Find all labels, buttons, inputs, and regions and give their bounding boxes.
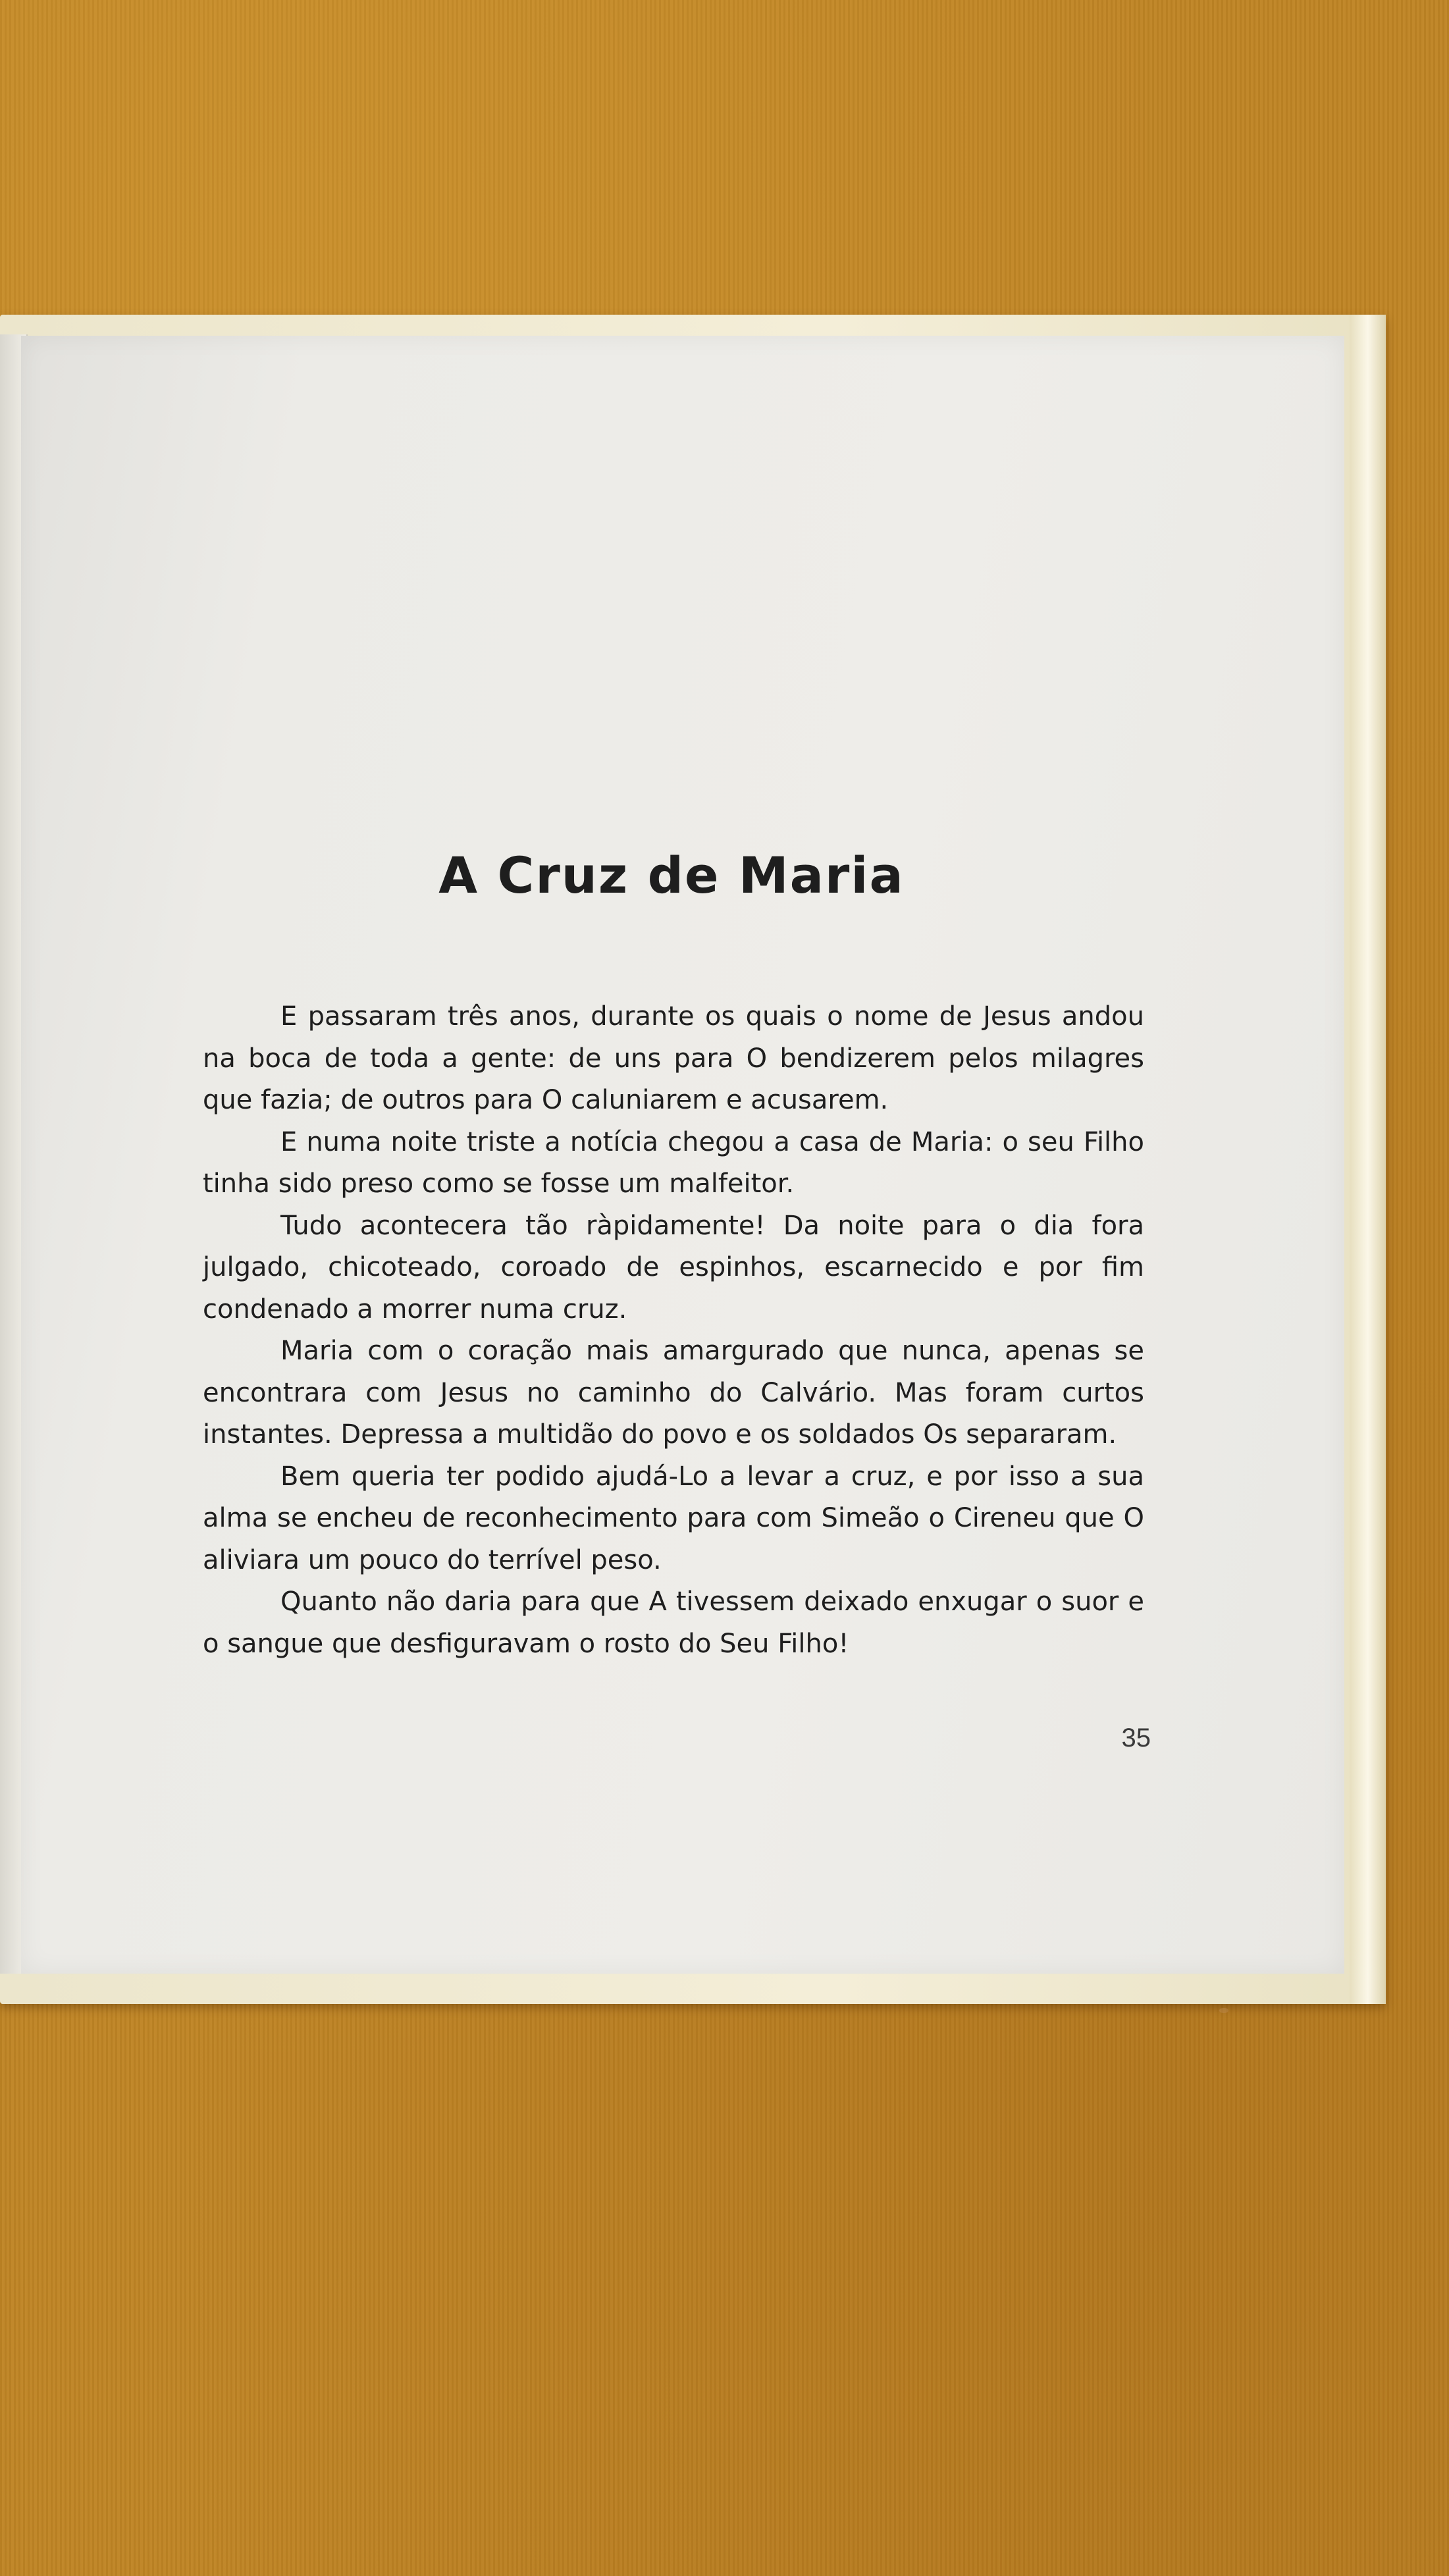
chapter-title: A Cruz de Maria — [438, 846, 905, 905]
paragraph: Tudo acontecera tão ràpidamente! Da noite para o dia fora julgado, chicoteado, coroado de espinhos, escarnecido e por fim condenado a morrer numa cruz. — [203, 1210, 1144, 1325]
page-number: 35 — [1121, 1723, 1151, 1752]
paragraph: E passaram três anos, durante os quais o nome de Jesus andou na boca de toda a gente: de uns para O bendizerem pelos milagres que fazia; de outros para O caluniarem e acusarem. — [203, 1001, 1144, 1115]
page-stain — [1219, 2008, 1228, 2013]
cover-edge — [1350, 315, 1386, 2004]
paragraph: Maria com o coração mais amargurado que nunca, apenas se encontrara com Jesus no caminho do Calvário. Mas foram curtos instantes. Depressa a multidão do povo e os soldados Os separaram. — [203, 1336, 1144, 1450]
chapter-body — [203, 996, 1144, 1665]
paragraph: Quanto não daria para que A tivessem deixado enxugar o suor e o sangue que desfiguravam o rosto do Seu Filho! — [203, 1587, 1144, 1659]
paragraph: E numa noite triste a notícia chegou a casa de Maria: o seu Filho tinha sido preso como se fosse um malfeitor. — [203, 1126, 1144, 1199]
paragraph: Bem queria ter podido ajudá-Lo a levar a cruz, e por isso a sua alma se encheu de reconhecimento para com Simeão o Cireneu que O aliviara um pouco do terrível peso. — [203, 1461, 1144, 1575]
